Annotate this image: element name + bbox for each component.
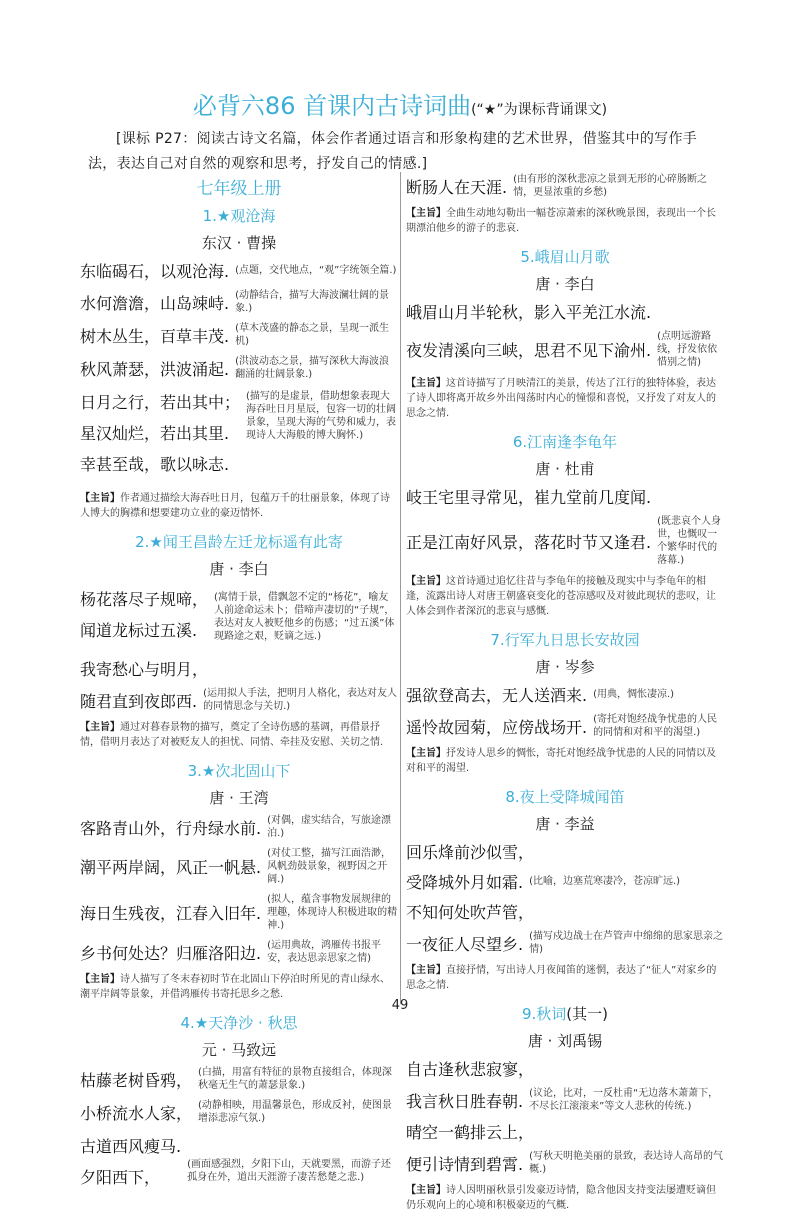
annotation: (洪波动态之景，描写深秋大海波浪翻涌的壮阔景象.) — [235, 356, 389, 380]
standard-text: [课标 P27：阅读古诗文名篇，体会作者通过语言和形象构建的艺术世界，借鉴其中的写作手法，表达自己对自然的观察和思考，抒发自己的情感.] — [88, 131, 698, 172]
verse-row — [406, 300, 724, 323]
verse: 夕阳西下， — [80, 1168, 161, 1187]
verse: 断肠人在天涯. — [406, 177, 508, 197]
theme-summary — [406, 574, 724, 619]
verse-row — [406, 930, 724, 956]
verse-group — [80, 1132, 398, 1196]
verse-row — [406, 1120, 724, 1143]
verse-row — [80, 847, 398, 886]
verse-row — [80, 657, 398, 680]
poem-wen-wang-changling — [80, 531, 398, 750]
poem-author: 唐 · 刘禹锡 — [527, 1032, 603, 1050]
verse: 闻道龙标过五溪. — [80, 621, 198, 640]
theme-text: 直接抒情，写出诗人月夜闻笛的迷惘，表达了“征人”对家乡的思念之情. — [406, 965, 717, 991]
poem-author: 元 · 马致远 — [201, 1041, 277, 1059]
poem-author: 唐 · 李益 — [535, 815, 595, 833]
theme-text: 全曲生动地勾勒出一幅苍凉萧索的深秋晚景图，表现出一个长期漂泊他乡的游子的悲哀. — [406, 208, 716, 234]
annotation: (寄托对饱经战争忧患的人民的同情和对和平的渴望.) — [593, 714, 717, 738]
column-divider — [400, 172, 401, 1004]
title-prefix: 必背六 — [192, 92, 265, 120]
poem-title-text: 9.秋词 — [521, 1005, 567, 1023]
annotation: (动静相映，用温馨景色，形成反衬，使图景增添悲凉气氛.) — [198, 1100, 392, 1124]
theme-text: 作者通过描绘大海吞吐日月，包蕴万千的壮丽景象，体现了诗人博大的胸襟和想要建功立业的豪迈情怀. — [80, 493, 390, 519]
theme-tag: 【主旨】 — [406, 208, 446, 219]
annotation: (由有形的深秋悲凉之景到无形的心碎肠断之情，更显浓重的乡愁) — [513, 174, 707, 198]
verse-row — [406, 840, 724, 863]
verse: 乡书何处达？归雁洛阳边. — [80, 943, 262, 963]
verse-row — [406, 713, 724, 739]
verse: 回乐烽前沙似雪， — [406, 843, 535, 862]
annotation: (用典，惆怅凄凉.) — [593, 689, 675, 700]
poem-xingjun-jiuri — [406, 629, 724, 776]
verse-row — [406, 900, 724, 923]
verse-row — [406, 1150, 724, 1176]
verse-row — [80, 1099, 398, 1125]
theme-tag: 【主旨】 — [406, 576, 446, 587]
verse: 客路青山外，行舟绿水前. — [80, 818, 262, 838]
theme-tag: 【主旨】 — [80, 493, 120, 504]
annotation: (点明远游路线，抒发依依惜别之情) — [657, 331, 718, 368]
theme-tag: 【主旨】 — [80, 722, 120, 733]
verse-row — [80, 687, 398, 713]
poem-qiu-ci — [406, 1003, 724, 1213]
annotation: (寓情于景，借飘忽不定的“杨花”，喻友人前途命运未卜；借啼声凄切的“子规”，表达对友人被贬他乡的伤感；“过五溪”体现路途之艰，贬谪之远.) — [214, 592, 395, 642]
verse: 不知何处吹芦管， — [406, 903, 535, 922]
verse: 日月之行，若出其中； — [80, 393, 241, 412]
annotation: (对仗工整，描写江面浩渺，风帆劲鼓景象，视野因之开阔.) — [267, 848, 391, 885]
annotation: (草木茂盛的静态之景，呈现一派生机) — [235, 323, 389, 347]
verse: 海日生残夜，江春入旧年. — [80, 904, 262, 923]
verse: 古道西风瘦马. — [80, 1137, 182, 1156]
poem-tian-jing-sha-continued — [406, 173, 724, 236]
verse: 便引诗情到碧霄. — [406, 1154, 524, 1174]
verse: 受降城外月如霜. — [406, 873, 524, 892]
theme-summary — [406, 963, 724, 993]
theme-tag: 【主旨】 — [406, 1185, 446, 1196]
verse: 峨眉山月半轮秋，影入平羌江水流. — [406, 303, 652, 322]
poem-title: 3.★次北固山下 — [187, 762, 291, 780]
verse-row — [406, 683, 724, 706]
verse: 夜发清溪向三峡，思君不见下渝州. — [406, 341, 652, 360]
poem-title: 6.江南逢李龟年 — [512, 433, 618, 451]
verse: 强欲登高去，无人送酒来. — [406, 686, 588, 705]
theme-tag: 【主旨】 — [406, 378, 446, 389]
verse-row — [406, 173, 724, 199]
theme-text: 诗人描写了冬末春初时节在北固山下停泊时所见的青山绿水、潮平岸阔等景象，并借鸿雁传书寄托思乡之愁. — [80, 974, 390, 1000]
annotation: (对偶，虚实结合，写旅途漂泊.) — [267, 815, 391, 839]
theme-summary — [80, 720, 398, 750]
poem-author: 唐 · 李白 — [209, 560, 269, 578]
verse-row — [80, 259, 398, 282]
poem-tian-jing-sha — [80, 1012, 398, 1196]
poem-title: 8.夜上受降城闻笛 — [505, 788, 625, 806]
verse-row — [80, 939, 398, 965]
verse: 小桥流水人家， — [80, 1103, 193, 1123]
verse: 幸甚至哉，歌以咏志. — [80, 455, 230, 474]
verse: 正是江南好风景，落花时节又逢君. — [406, 532, 652, 552]
poem-author: 唐 · 岑参 — [535, 658, 595, 676]
verse-row — [406, 485, 724, 508]
title-main: 86 首课内古诗词曲 — [264, 92, 472, 120]
verse-group — [80, 388, 398, 483]
annotation: (运用典故，鸿雁传书报平安，表达思亲思家之情) — [267, 940, 381, 964]
grade-heading: 七年级上册 — [196, 179, 282, 199]
annotation: (白描，用富有特征的景物直接组合，体现深秋毫无生气的萧瑟景象.) — [198, 1067, 392, 1091]
theme-summary — [406, 1183, 724, 1213]
verse: 东临碣石，以观沧海. — [80, 262, 230, 281]
verse-row — [80, 1066, 398, 1092]
verse: 枯藤老树昏鸦， — [80, 1070, 193, 1090]
poem-author: 唐 · 李白 — [535, 275, 595, 293]
poem-title: 2.★闻王昌龄左迁龙标遥有此寄 — [135, 533, 343, 551]
annotation: (动静结合，描写大海波澜壮阔的景象.) — [235, 290, 389, 314]
theme-summary — [406, 376, 724, 421]
poem-title: 1.★观沧海 — [202, 207, 276, 225]
poem-title: 5.峨眉山月歌 — [520, 248, 610, 266]
verse-row — [406, 330, 724, 369]
theme-text: 通过对暮春景物的描写，奠定了全诗伤感的基调，再借景抒情，借明月表达了对被贬友人的担忧、同情、牵挂及安慰、关切之情. — [80, 722, 384, 748]
verse: 潮平两岸阔，风正一帆悬. — [80, 858, 262, 877]
verse: 遥怜故园菊，应傍战场开. — [406, 717, 588, 737]
verse: 杨花落尽子规啼， — [80, 590, 209, 609]
annotation: (拟人，蕴含事物发展规律的理趣，体现诗人积极进取的精神.) — [267, 894, 398, 931]
theme-tag: 【主旨】 — [406, 965, 446, 976]
verse-row — [80, 814, 398, 840]
verse-row — [80, 893, 398, 932]
theme-summary — [406, 746, 724, 776]
poem-author: 唐 · 王湾 — [209, 789, 269, 807]
verse: 秋风萧瑟，洪波涌起. — [80, 359, 230, 379]
theme-text: 这首诗通过追忆往昔与李龟年的接触及现实中与李龟年的相逢，流露出诗人对唐王朝盛衰变化的苍凉感叹及对彼此现状的悲叹，让人体会到作者深沉的悲哀与感慨. — [406, 576, 716, 617]
annotation: (写秋天明艳美丽的景致，表达诗人高昂的气概.) — [529, 1151, 723, 1175]
verse-row — [406, 870, 724, 893]
right-column — [406, 170, 724, 1223]
theme-tag: 【主旨】 — [406, 748, 446, 759]
annotation: (比喻，边塞荒寒凄冷，苍凉旷远.) — [529, 876, 681, 887]
annotation: (描写戍边战士在芦管声中绵绵的思家思亲之情) — [529, 931, 723, 955]
page-title — [0, 86, 800, 121]
verse-row — [80, 289, 398, 315]
poem-ci-bei-gu-shan-xia — [80, 760, 398, 1002]
verse-row — [80, 322, 398, 348]
page-number: 49 — [391, 998, 409, 1013]
verse: 自古逢秋悲寂寥， — [406, 1060, 535, 1079]
poem-author: 唐 · 杜甫 — [535, 460, 595, 478]
theme-text: 这首诗描写了月映清江的美景，传达了江行的独特体验，表达了诗人即将离开故乡外出闯荡时内心的憧憬和喜悦，又抒发了对友人的思念之情. — [406, 378, 716, 419]
theme-summary — [406, 206, 724, 236]
poem-title: 7.行军九日思长安故园 — [490, 631, 640, 649]
poem-emei-shan-yue-ge — [406, 246, 724, 421]
verse-row — [406, 1057, 724, 1080]
verse: 水何澹澹，山岛竦峙. — [80, 293, 230, 313]
poem-ye-shang-shouxiangcheng — [406, 786, 724, 993]
verse: 星汉灿烂，若出其里. — [80, 424, 230, 443]
title-note: (“★”为课标背诵课文) — [471, 102, 608, 118]
theme-text: 诗人因明丽秋景引发豪迈诗情，隐含他因支持变法屡遭贬谪但仍乐观向上的心境和积极豪迈的气概. — [406, 1185, 716, 1211]
verse-group — [80, 585, 398, 649]
poem-guan-cang-hai — [80, 205, 398, 521]
poem-title: 4.★天净沙 · 秋思 — [180, 1014, 298, 1032]
poem-jiangnan-feng-li-guinian — [406, 431, 724, 619]
verse-row — [406, 515, 724, 567]
left-column — [80, 170, 398, 1204]
verse: 树木丛生，百草丰茂. — [80, 326, 230, 346]
annotation: (既悲哀个人身世，也慨叹一个繁华时代的落幕.) — [657, 516, 721, 566]
theme-summary — [80, 491, 398, 521]
theme-tag: 【主旨】 — [80, 974, 120, 985]
verse: 晴空一鹤排云上， — [406, 1123, 535, 1142]
verse-row — [80, 355, 398, 381]
verse-row — [406, 1087, 724, 1113]
annotation: (画面感强烈，夕阳下山，天就要黑，而游子还孤身在外，道出天涯游子凄苦愁楚之悲.) — [187, 1159, 391, 1183]
verse: 一夜征人尽望乡. — [406, 934, 524, 954]
theme-text: 抒发诗人思乡的惆怅，寄托对饱经战争忧患的人民的同情以及对和平的渴望. — [406, 748, 716, 774]
verse: 随君直到夜郎西. — [80, 691, 198, 711]
verse: 岐王宅里寻常见，崔九堂前几度闻. — [406, 488, 652, 507]
poem-title-suffix: (其一) — [566, 1005, 609, 1023]
poem-author: 东汉 · 曹操 — [201, 234, 277, 252]
verse: 我寄愁心与明月， — [80, 660, 209, 679]
annotation: (运用拟人手法，把明月人格化，表达对友人的同情思念与关切.) — [203, 688, 397, 712]
annotation: (点题，交代地点，“观”字统领全篇.) — [235, 265, 397, 276]
annotation: (议论，比对，一反杜甫“无边落木萧萧下，不尽长江滚滚来”等文人悲秋的传统.) — [529, 1088, 719, 1112]
annotation: (描写的是虚景，借助想象表现大海吞吐日月星辰，包容一切的壮阔景象，呈现大海的气势和威力，表现诗人大海般的博大胸怀.) — [246, 391, 397, 441]
verse: 我言秋日胜春朝. — [406, 1091, 524, 1111]
